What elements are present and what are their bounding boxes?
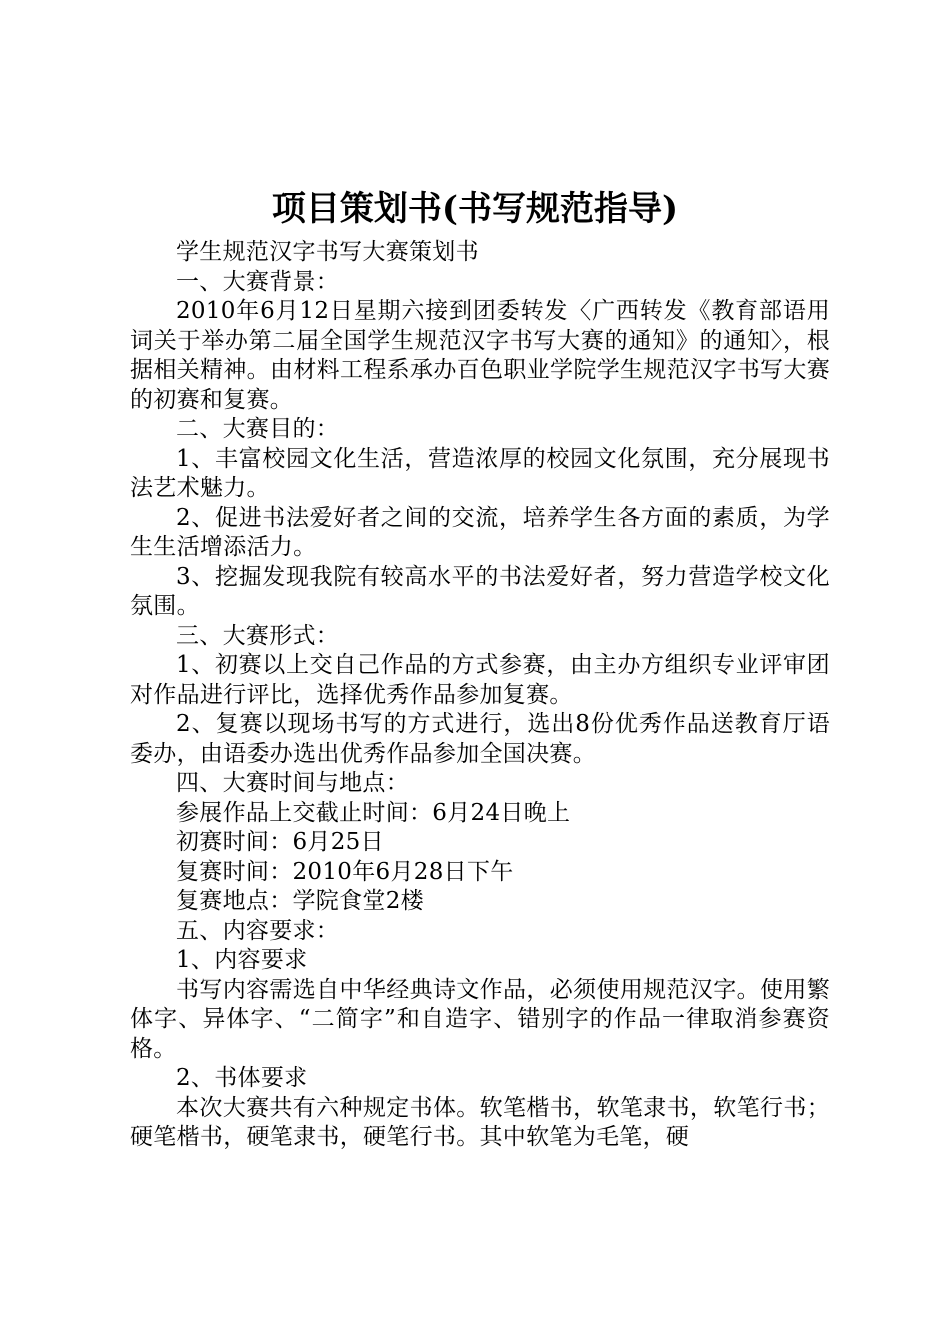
document-title: 项目策划书(书写规范指导) — [271, 189, 679, 229]
body-paragraph: 2、复赛以现场书写的方式进行，选出8份优秀作品送教育厅语委办，由语委办选出优秀作品参加全国决赛。 — [130, 711, 830, 767]
section-heading: 四、大赛时间与地点： — [176, 770, 409, 796]
body-paragraph: 3、挖掘发现我院有较高水平的书法爱好者，努力营造学校文化氛围。 — [130, 563, 830, 619]
body-paragraph: 1、丰富校园文化生活，营造浓厚的校园文化氛围，充分展现书法艺术魅力。 — [130, 445, 830, 501]
section-heading: 一、大赛背景： — [176, 268, 340, 295]
body-paragraph: 1、初赛以上交自己作品的方式参赛，由主办方组织专业评审团对作品进行评比，选择优秀作品参加复赛。 — [130, 652, 830, 708]
body-paragraph: 初赛时间：6月25日 — [176, 829, 384, 855]
body-paragraph: 参展作品上交截止时间：6月24日晚上 — [176, 799, 571, 826]
section-heading: 三、大赛形式： — [176, 622, 340, 649]
body-paragraph: 2010年6月12日星期六接到团委转发〈广西转发《教育部语用词关于举办第二届全国学生规范汉字书写大赛的通知》的通知〉，根据相关精神。由材料工程系承办百色职业学院学生规范汉字书写大赛的初赛和复赛。 — [130, 298, 830, 413]
document-body — [130, 238, 830, 1153]
section-heading: 二、大赛目的： — [176, 416, 340, 442]
body-paragraph: 本次大赛共有六种规定书体。软笔楷书，软笔隶书，软笔行书；硬笔楷书，硬笔隶书，硬笔行书。其中软笔为毛笔，硬 — [130, 1094, 830, 1150]
body-paragraph: 复赛时间：2010年6月28日下午 — [176, 858, 514, 885]
subsection-heading: 1、内容要求 — [176, 947, 308, 973]
section-heading: 五、内容要求： — [176, 917, 340, 944]
body-paragraph: 书写内容需选自中华经典诗文作品，必须使用规范汉字。使用繁体字、异体字、“二简字”和自造字、错别字的作品一律取消参赛资格。 — [130, 976, 830, 1062]
subtitle-paragraph: 学生规范汉字书写大赛策划书 — [176, 239, 479, 265]
subsection-heading: 2、书体要求 — [176, 1065, 308, 1091]
body-paragraph: 2、促进书法爱好者之间的交流，培养学生各方面的素质，为学生生活增添活力。 — [130, 504, 830, 560]
body-paragraph: 复赛地点：学院食堂2楼 — [176, 888, 424, 914]
